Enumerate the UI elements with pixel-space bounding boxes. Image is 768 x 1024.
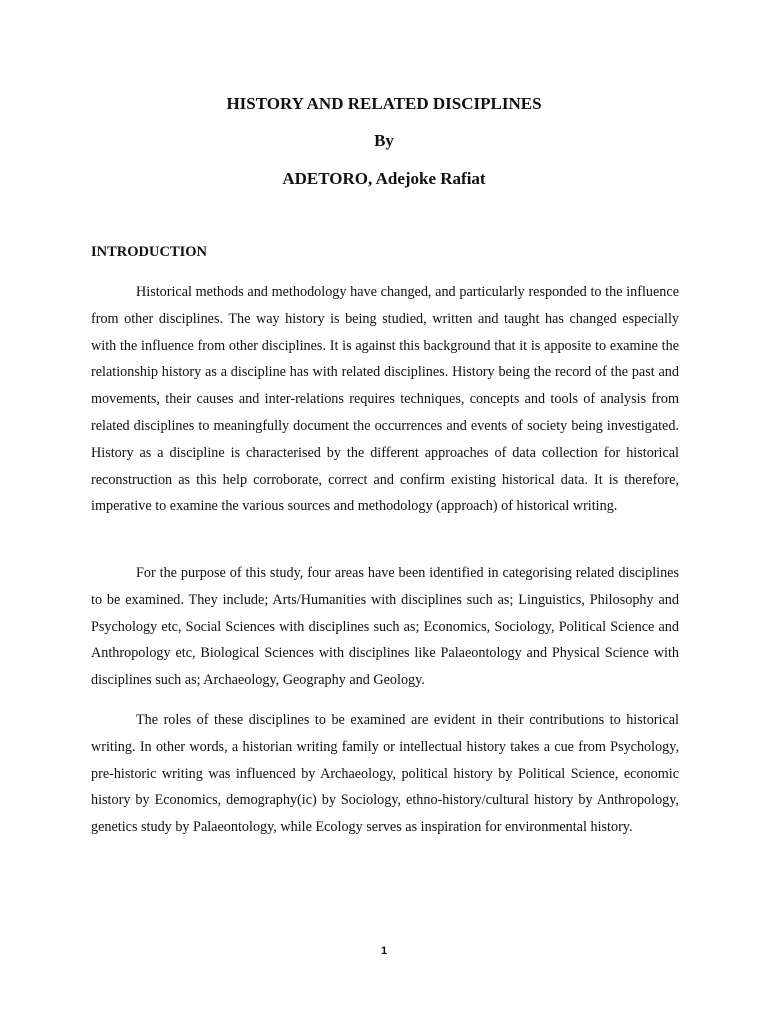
page-number: 1 xyxy=(380,945,388,957)
paragraph-1: Historical methods and methodology have changed, and particularly responded to the influence from other disciplines. The way history is being studied, written and taught has changed especially with the influence from other disciplines. It is against this background that it is apposite to examine the relationship history as a discipline has with related disciplines. History being the record of the past and movements, their causes and inter-relations requires techniques, concepts and tools of analysis from related disciplines to meaningfully document the occurrences and events of society being investigated. History as a discipline is characterised by the different approaches of data collection for historical reconstruction as this help corroborate, correct and confirm existing historical data. It is therefore, imperative to examine the various sources and methodology (approach) of historical writing. xyxy=(91,284,679,515)
document-title: HISTORY AND RELATED DISCIPLINES xyxy=(226,94,542,113)
section-heading-introduction: INTRODUCTION xyxy=(91,244,208,260)
by-line: By xyxy=(374,131,394,150)
paragraph-3: The roles of these disciplines to be examined are evident in their contributions to historical writing. In other words, a historian writing family or intellectual history takes a cue from Psychology, pre-historic writing was influenced by Archaeology, political history by Political Science, economic history by Economics, demography(ic) by Sociology, ethno-history/cultural history by Anthropology, genetics study by Palaeontology, while Ecology serves as inspiration for environmental history. xyxy=(91,712,679,836)
paragraph-2: For the purpose of this study, four areas have been identified in categorising related disciplines to be examined. They include; Arts/Humanities with disciplines such as; Linguistics, Philosophy and Psychology etc, Social Sciences with disciplines such as; Economics, Sociology, Political Science and Anthropology etc, Biological Sciences with disciplines like Palaeontology and Physical Science with disciplines such as; Archaeology, Geography and Geology. xyxy=(91,565,679,689)
author-name: ADETORO, Adejoke Rafiat xyxy=(282,169,486,188)
